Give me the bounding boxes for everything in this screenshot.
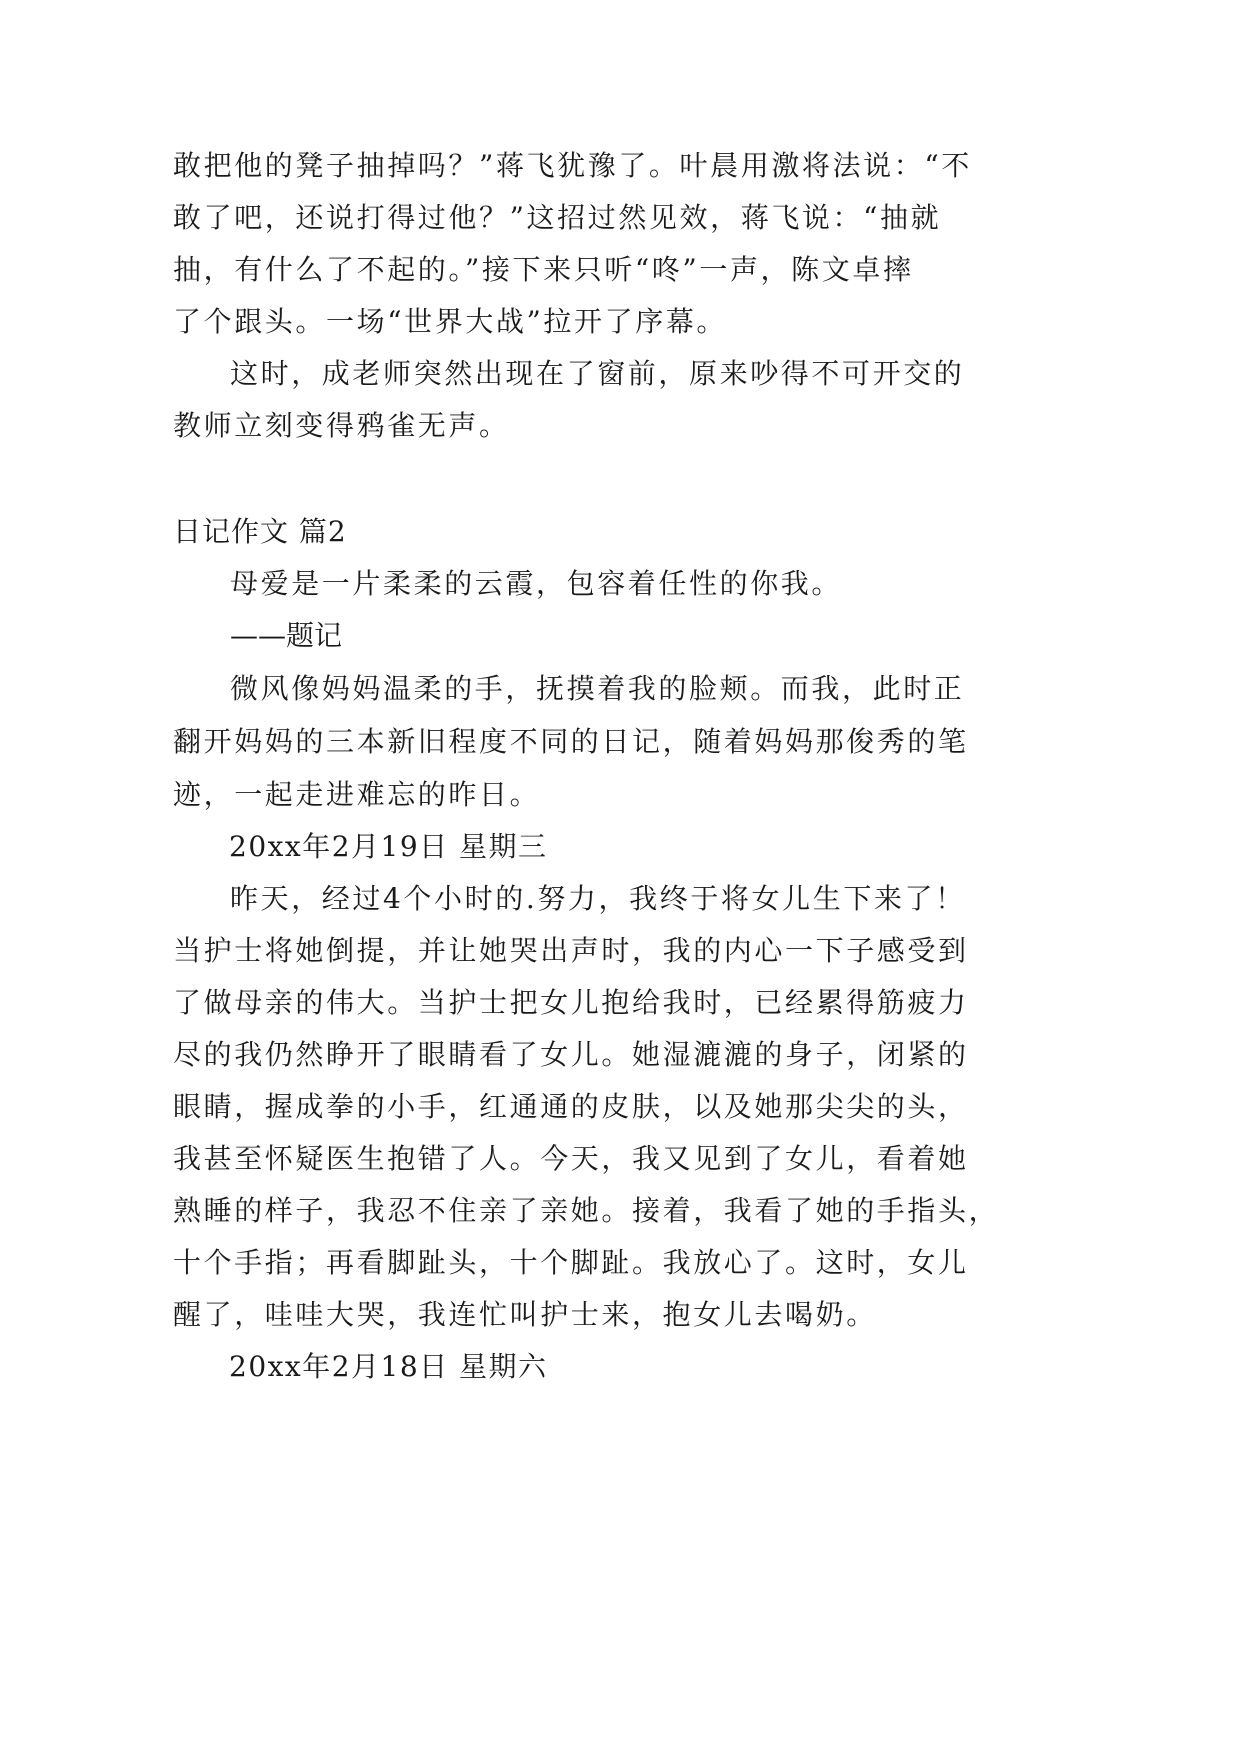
paragraph-line: 十个手指；再看脚趾头，十个脚趾。我放心了。这时，女儿 xyxy=(173,1246,969,1279)
paragraph-line: 抽，有什么了不起的。”接下来只听“咚”一声，陈文卓摔 xyxy=(173,253,914,286)
paragraph-line: 这时，成老师突然出现在了窗前，原来吵得不可开交的 xyxy=(230,357,965,390)
paragraph-line: 敢把他的凳子抽掉吗？”蒋飞犹豫了。叶晨用激将法说：“不 xyxy=(173,149,972,182)
paragraph-line: 熟睡的样子，我忍不住亲了亲她。接着，我看了她的手指头， xyxy=(173,1194,1000,1227)
paragraph-line: 翻开妈妈的三本新旧程度不同的日记，随着妈妈那俊秀的笔 xyxy=(173,725,969,758)
epigraph: 母爱是一片柔柔的云霞，包容着任性的你我。 xyxy=(230,567,843,600)
paragraph-line: 敢了吧，还说打得过他？”这招过然见效，蒋飞说：“抽就 xyxy=(173,201,942,234)
section-heading: 日记作文 篇2 xyxy=(173,515,347,548)
diary-date: 20xx年2月19日 星期三 xyxy=(229,830,548,863)
diary-date: 20xx年2月18日 星期六 xyxy=(229,1350,548,1383)
paragraph-line: 尽的我仍然睁开了眼睛看了女儿。她湿漉漉的身子，闭紧的 xyxy=(173,1038,969,1071)
epigraph-source: ——题记 xyxy=(230,619,343,652)
paragraph-line: 教师立刻变得鸦雀无声。 xyxy=(173,409,510,442)
paragraph-line: 微风像妈妈温柔的手，抚摸着我的脸颊。而我，此时正 xyxy=(230,672,965,705)
paragraph-line: 当护士将她倒提，并让她哭出声时，我的内心一下子感受到 xyxy=(173,934,969,967)
paragraph-line: 昨天，经过4个小时的.努力，我终于将女儿生下来了！ xyxy=(230,882,966,915)
paragraph-line: 迹，一起走进难忘的昨日。 xyxy=(173,778,541,811)
paragraph-line: 了个跟头。一场“世界大战”拉开了序幕。 xyxy=(173,305,728,338)
paragraph-line: 眼睛，握成拳的小手，红通通的皮肤，以及她那尖尖的头， xyxy=(173,1090,969,1123)
paragraph-line: 我甚至怀疑医生抱错了人。今天，我又见到了女儿，看着她 xyxy=(173,1142,969,1175)
paragraph-line: 醒了，哇哇大哭，我连忙叫护士来，抱女儿去喝奶。 xyxy=(173,1298,877,1331)
paragraph-line: 了做母亲的伟大。当护士把女儿抱给我时，已经累得筋疲力 xyxy=(173,986,969,1019)
